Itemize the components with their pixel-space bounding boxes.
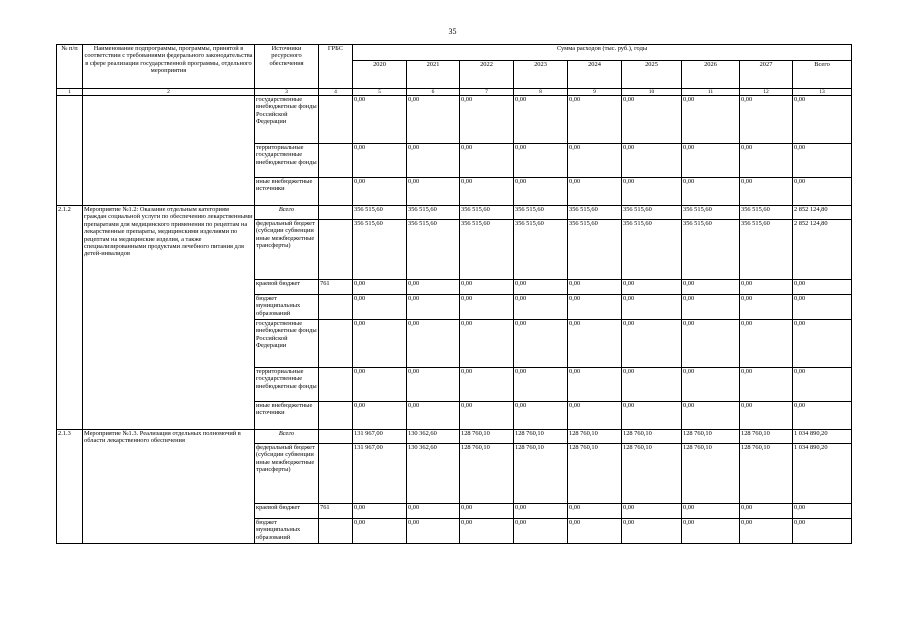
year-amount: 0,00 (568, 280, 622, 295)
year-amount: 356 515,60 (353, 220, 407, 280)
year-amount: 0,00 (460, 519, 514, 544)
year-amount: 0,00 (514, 96, 568, 144)
header-year: 2020 (353, 61, 407, 89)
year-amount: 0,00 (460, 280, 514, 295)
funding-source: Всего (255, 430, 319, 444)
grbs-code (319, 96, 353, 144)
item-number (57, 96, 83, 206)
column-number: 9 (568, 89, 622, 96)
year-amount: 128 760,10 (622, 444, 682, 504)
year-amount: 0,00 (740, 295, 793, 320)
year-amount: 0,00 (460, 504, 514, 519)
item-name (83, 96, 255, 206)
column-numbers-row (57, 89, 852, 96)
column-number: 12 (740, 89, 793, 96)
header-source: Источники ресурсного обеспечения (255, 45, 319, 89)
year-amount: 0,00 (460, 178, 514, 206)
funding-source: бюджет муниципальных образований (255, 519, 319, 544)
year-amount: 0,00 (622, 96, 682, 144)
year-amount: 0,00 (407, 402, 460, 430)
column-number: 3 (255, 89, 319, 96)
year-amount: 0,00 (740, 519, 793, 544)
year-amount: 0,00 (568, 178, 622, 206)
total-amount: 0,00 (793, 368, 852, 402)
year-amount: 0,00 (682, 144, 740, 178)
column-number: 10 (622, 89, 682, 96)
year-amount: 0,00 (740, 320, 793, 368)
column-number: 8 (514, 89, 568, 96)
year-amount: 356 515,60 (407, 206, 460, 220)
grbs-code: 761 (319, 504, 353, 519)
header-no: № п/п (57, 45, 83, 89)
header-year: 2027 (740, 61, 793, 89)
year-amount: 0,00 (353, 402, 407, 430)
year-amount: 0,00 (740, 402, 793, 430)
grbs-code (319, 430, 353, 444)
total-amount: 0,00 (793, 320, 852, 368)
column-number: 11 (682, 89, 740, 96)
year-amount: 356 515,60 (353, 206, 407, 220)
grbs-code (319, 295, 353, 320)
year-amount: 0,00 (353, 178, 407, 206)
year-amount: 128 760,10 (568, 444, 622, 504)
year-amount: 356 515,60 (460, 206, 514, 220)
year-amount: 131 967,00 (353, 444, 407, 504)
year-amount: 0,00 (682, 280, 740, 295)
year-amount: 0,00 (460, 96, 514, 144)
item-name: Мероприятие №1.3. Реализация отдельных полномочий в области лекарственного обеспечения (83, 430, 255, 544)
year-amount: 128 760,10 (740, 430, 793, 444)
total-amount: 0,00 (793, 402, 852, 430)
grbs-code (319, 444, 353, 504)
year-amount: 0,00 (682, 504, 740, 519)
year-amount: 0,00 (622, 280, 682, 295)
year-amount: 0,00 (622, 144, 682, 178)
year-amount: 356 515,60 (740, 206, 793, 220)
year-amount: 0,00 (568, 504, 622, 519)
year-amount: 0,00 (740, 280, 793, 295)
year-amount: 0,00 (740, 504, 793, 519)
year-amount: 0,00 (740, 144, 793, 178)
year-amount: 0,00 (568, 96, 622, 144)
year-amount: 0,00 (514, 295, 568, 320)
year-amount: 0,00 (460, 402, 514, 430)
year-amount: 356 515,60 (622, 206, 682, 220)
year-amount: 0,00 (407, 96, 460, 144)
year-amount: 0,00 (622, 504, 682, 519)
year-amount: 0,00 (568, 320, 622, 368)
year-amount: 356 515,60 (682, 220, 740, 280)
grbs-code (319, 402, 353, 430)
funding-source: территориальные государственные внебюджетные фонды (255, 144, 319, 178)
total-amount: 1 034 890,20 (793, 444, 852, 504)
year-amount: 128 760,10 (682, 430, 740, 444)
year-amount: 0,00 (514, 178, 568, 206)
year-amount: 128 760,10 (460, 444, 514, 504)
year-amount: 356 515,60 (740, 220, 793, 280)
total-amount: 0,00 (793, 178, 852, 206)
total-amount: 0,00 (793, 295, 852, 320)
year-amount: 0,00 (353, 144, 407, 178)
header-name: Наименование подпрограммы, программы, принятой в соответствии с требованиями федерального законодательства в сфере реализации государственной программы, отдельного мероприятия (83, 45, 255, 89)
year-amount: 0,00 (353, 504, 407, 519)
year-amount: 0,00 (622, 320, 682, 368)
budget-table (56, 44, 852, 544)
year-amount: 0,00 (682, 295, 740, 320)
column-number: 6 (407, 89, 460, 96)
header-sum: Сумма расходов (тыс. руб.), годы (353, 45, 852, 61)
item-number: 2.1.3 (57, 430, 83, 544)
total-amount: 2 852 124,80 (793, 220, 852, 280)
year-amount: 0,00 (514, 402, 568, 430)
year-amount: 0,00 (407, 320, 460, 368)
year-amount: 128 760,10 (682, 444, 740, 504)
header-year: 2023 (514, 61, 568, 89)
year-amount: 0,00 (353, 295, 407, 320)
year-amount: 128 760,10 (514, 444, 568, 504)
total-amount: 0,00 (793, 280, 852, 295)
year-amount: 0,00 (407, 295, 460, 320)
year-amount: 356 515,60 (568, 206, 622, 220)
funding-source: иные внебюджетные источники (255, 402, 319, 430)
year-amount: 0,00 (622, 295, 682, 320)
year-amount: 0,00 (514, 280, 568, 295)
total-amount: 0,00 (793, 96, 852, 144)
year-amount: 356 515,60 (682, 206, 740, 220)
year-amount: 356 515,60 (514, 220, 568, 280)
table-row (57, 96, 852, 144)
header-total: Всего (793, 61, 852, 89)
funding-source: Всего (255, 206, 319, 220)
year-amount: 0,00 (568, 402, 622, 430)
header-year: 2022 (460, 61, 514, 89)
header-year: 2024 (568, 61, 622, 89)
funding-source: государственные внебюджетные фонды Российской Федерации (255, 96, 319, 144)
header-grbs: ГРБС (319, 45, 353, 89)
header-year: 2021 (407, 61, 460, 89)
year-amount: 0,00 (353, 320, 407, 368)
total-row (57, 430, 852, 444)
year-amount: 0,00 (514, 144, 568, 178)
year-amount: 0,00 (682, 96, 740, 144)
year-amount: 128 760,10 (622, 430, 682, 444)
year-amount: 0,00 (514, 519, 568, 544)
year-amount: 356 515,60 (622, 220, 682, 280)
year-amount: 0,00 (353, 368, 407, 402)
grbs-code (319, 220, 353, 280)
grbs-code (319, 519, 353, 544)
year-amount: 0,00 (460, 320, 514, 368)
grbs-code (319, 144, 353, 178)
funding-source: иные внебюджетные источники (255, 178, 319, 206)
total-amount: 0,00 (793, 144, 852, 178)
year-amount: 0,00 (682, 519, 740, 544)
year-amount: 0,00 (460, 295, 514, 320)
total-row (57, 206, 852, 220)
year-amount: 128 760,10 (568, 430, 622, 444)
table-header (57, 45, 852, 96)
funding-source: бюджет муниципальных образований (255, 295, 319, 320)
year-amount: 0,00 (514, 320, 568, 368)
year-amount: 0,00 (353, 280, 407, 295)
year-amount: 356 515,60 (460, 220, 514, 280)
funding-source: территориальные государственные внебюджетные фонды (255, 368, 319, 402)
year-amount: 0,00 (407, 178, 460, 206)
item-number: 2.1.2 (57, 206, 83, 430)
year-amount: 130 362,60 (407, 444, 460, 504)
year-amount: 0,00 (407, 144, 460, 178)
grbs-code: 761 (319, 280, 353, 295)
column-number: 4 (319, 89, 353, 96)
year-amount: 0,00 (740, 368, 793, 402)
grbs-code (319, 178, 353, 206)
year-amount: 356 515,60 (407, 220, 460, 280)
funding-source: федеральный бюджет (субсидии субвенции иные межбюджетные трансферты) (255, 444, 319, 504)
year-amount: 0,00 (407, 519, 460, 544)
year-amount: 0,00 (682, 320, 740, 368)
header-year: 2025 (622, 61, 682, 89)
year-amount: 0,00 (682, 402, 740, 430)
year-amount: 128 760,10 (740, 444, 793, 504)
year-amount: 0,00 (622, 178, 682, 206)
total-amount: 1 034 890,20 (793, 430, 852, 444)
item-name: Мероприятие №1.2: Оказание отдельным категориям граждан социальной услуги по обеспечению лекарственными препаратами для медицинского применения по рецептам на лекарственные препараты, медицинскими изделиями по рецептам на медицинские изделия, а также специализированными продуктами лечебного питания для детей-инвалидов (83, 206, 255, 430)
column-number: 5 (353, 89, 407, 96)
year-amount: 131 967,00 (353, 430, 407, 444)
funding-source: государственные внебюджетные фонды Российской Федерации (255, 320, 319, 368)
year-amount: 0,00 (407, 280, 460, 295)
year-amount: 0,00 (460, 144, 514, 178)
funding-source: краевой бюджет (255, 280, 319, 295)
year-amount: 0,00 (407, 368, 460, 402)
year-amount: 0,00 (407, 504, 460, 519)
year-amount: 130 362,60 (407, 430, 460, 444)
funding-source: федеральный бюджет (субсидии субвенции иные межбюджетные трансферты) (255, 220, 319, 280)
total-amount: 0,00 (793, 504, 852, 519)
grbs-code (319, 320, 353, 368)
year-amount: 0,00 (568, 519, 622, 544)
table-body (57, 96, 852, 544)
column-number: 2 (83, 89, 255, 96)
year-amount: 0,00 (514, 368, 568, 402)
year-amount: 356 515,60 (514, 206, 568, 220)
grbs-code (319, 368, 353, 402)
year-amount: 356 515,60 (568, 220, 622, 280)
year-amount: 0,00 (568, 368, 622, 402)
column-number: 1 (57, 89, 83, 96)
year-amount: 0,00 (568, 295, 622, 320)
year-amount: 0,00 (460, 368, 514, 402)
year-amount: 0,00 (740, 96, 793, 144)
year-amount: 0,00 (622, 519, 682, 544)
year-amount: 0,00 (568, 144, 622, 178)
year-amount: 0,00 (740, 178, 793, 206)
year-amount: 128 760,10 (514, 430, 568, 444)
year-amount: 0,00 (514, 504, 568, 519)
year-amount: 0,00 (682, 178, 740, 206)
column-number: 7 (460, 89, 514, 96)
page-number: 35 (448, 27, 457, 36)
funding-source: краевой бюджет (255, 504, 319, 519)
column-number: 13 (793, 89, 852, 96)
year-amount: 0,00 (353, 96, 407, 144)
total-amount: 0,00 (793, 519, 852, 544)
header-year: 2026 (682, 61, 740, 89)
grbs-code (319, 206, 353, 220)
year-amount: 0,00 (622, 368, 682, 402)
year-amount: 128 760,10 (460, 430, 514, 444)
year-amount: 0,00 (682, 368, 740, 402)
total-amount: 2 852 124,80 (793, 206, 852, 220)
year-amount: 0,00 (353, 519, 407, 544)
year-amount: 0,00 (622, 402, 682, 430)
